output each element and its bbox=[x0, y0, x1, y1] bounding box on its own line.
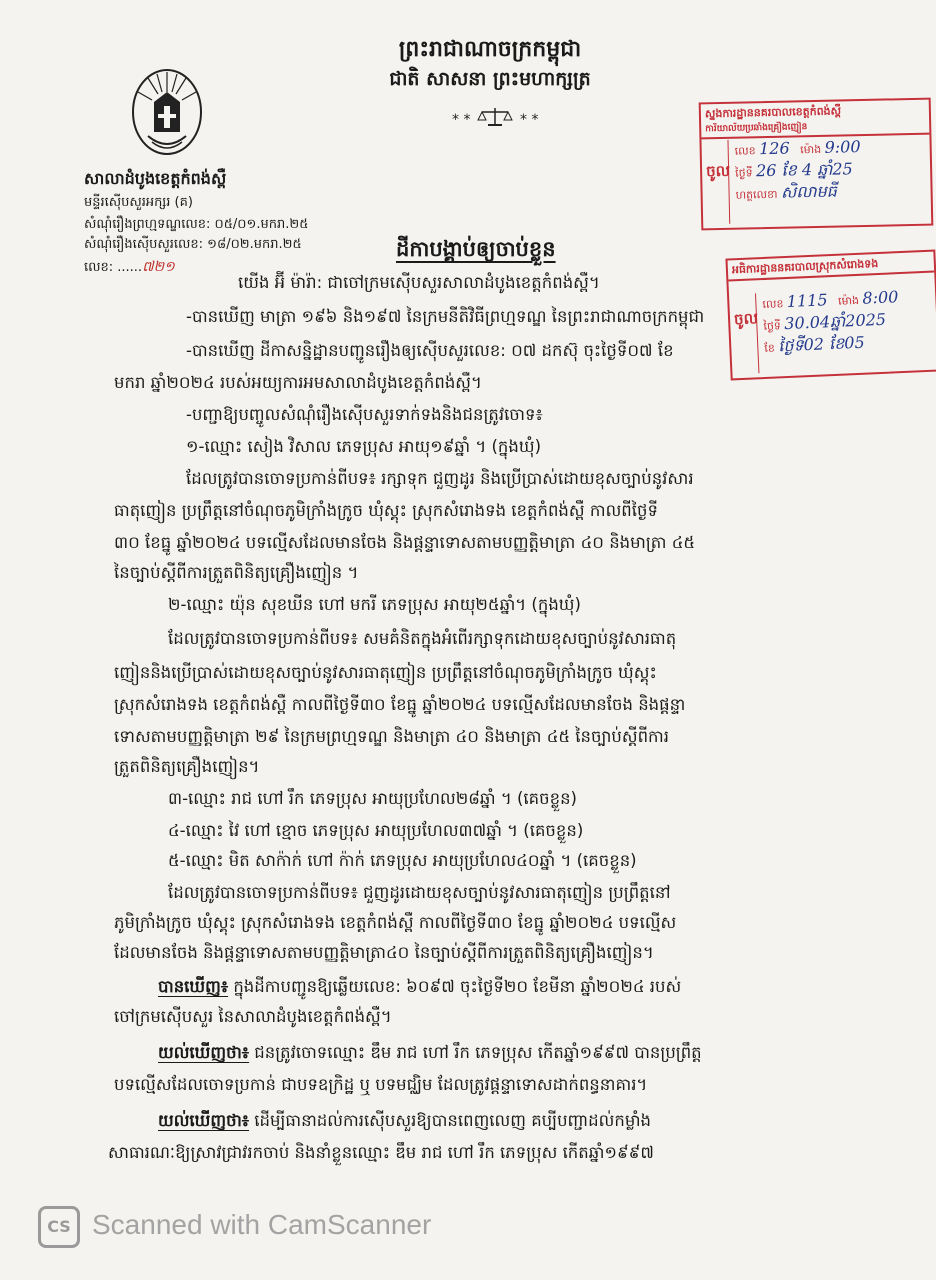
accused-1-charge: ដែលត្រូវបានចោទប្រកាន់ពីបទ៖ រក្សាទុក ជួញដូរ និងប្រើប្រាស់ដោយខុសច្បាប់នូវសារ bbox=[186, 469, 694, 488]
stamp-date-value: 26 ខែ 4 ឆ្នាំ25 bbox=[755, 159, 853, 181]
considering-text-2: ដើម្បីធានាដល់ការស៊ើបសួរឱ្យបានពេញលេញ គប្បីបញ្ជាដល់កម្លាំង bbox=[249, 1111, 652, 1130]
stamp-number-label: លេខ bbox=[734, 144, 756, 158]
stamp2-heading: អធិការដ្ឋាននគរបាលស្រុកសំរោងទង bbox=[728, 252, 935, 282]
document-number bbox=[84, 258, 175, 277]
considering-2-cont: សាធារណៈឱ្យស្រាវជ្រាវរកចាប់ និងនាំខ្លួនឈ្មោះ ឌឹម រាជ ហៅ រឹក ភេទប្រុស កើតឆ្នាំ១៩៩៧ bbox=[108, 1143, 654, 1162]
district-police-receipt-stamp bbox=[725, 249, 936, 380]
considering-text-1: ជនត្រូវចោទឈ្មោះ ឌឹម រាជ ហៅ រឹក ភេទប្រុស កើតឆ្នាំ១៩៩៧ បានប្រព្រឹត្ត bbox=[249, 1043, 702, 1062]
stamp-incoming-label: ចូល bbox=[705, 161, 731, 181]
accused-1-charge-cont-1: ធាតុញៀន ប្រព្រឹត្តនៅចំណុចភូមិក្រាំងក្រូច ឃុំស្គុះ ស្រុកសំរោងទង ខេត្តកំពង់ស្ពឺ កាលពីថ្ងៃទី bbox=[114, 501, 658, 520]
stamp2-time-value: 8:00 bbox=[862, 287, 899, 308]
legal-basis-2-cont: មករា ឆ្នាំ២០២៤ របស់អយ្យការអមសាលាដំបូងខេត្តកំពង់ស្ពឺ។ bbox=[114, 373, 482, 392]
accused-2-charge-cont-2: ស្រុកសំរោងទង ខេត្តកំពង់ស្ពឺ កាលពីថ្ងៃទី៣០ ខែធ្នូ ឆ្នាំ២០២៤ បទល្មើសដែលមានចែង និងផ្តន្ទា bbox=[114, 695, 686, 714]
accused-2-name: ២-ឈ្មោះ យ៉ុន សុខឃីន ហៅ មករី ភេទប្រុស អាយុ២៥ឆ្នាំ។ (ក្នុងឃុំ) bbox=[168, 595, 581, 614]
criminal-case-number: សំណុំរឿងព្រហ្មទណ្ឌលេខ: ០៥/០១.មករា.២៥ bbox=[84, 217, 309, 232]
stamp2-incoming-label: ចូល bbox=[733, 309, 759, 329]
stamp2-number-label: លេខ bbox=[762, 297, 784, 312]
considering-1-cont: បទល្មើសដែលចោទប្រកាន់ ជាបទឧក្រិដ្ឋ ឬ បទមជ្ឈិម ដែលត្រូវផ្តន្ទាទោសដាក់ពន្ធនាគារ។ bbox=[114, 1075, 648, 1094]
accused-5-charge-cont-2: ដែលមានចែង និងផ្តន្ទាទោសតាមបញ្ញត្តិមាត្រា៤០ នៃច្បាប់ស្តីពីការត្រួតពិនិត្យគ្រឿងញៀន។ bbox=[114, 943, 654, 962]
stamp-date-label: ថ្ងៃទី bbox=[735, 166, 753, 180]
accused-2-charge-cont-4: ត្រួតពិនិត្យគ្រឿងញៀន។ bbox=[114, 757, 260, 776]
legal-basis-2: -បានឃើញ ដីកាសន្និដ្ឋានបញ្ជូនរឿងឲ្យស៊ើបសួរលេខ: ០៧ ដកស៊ុ ចុះថ្ងៃទី០៧ ខែ bbox=[186, 341, 674, 360]
document-title: ដីកាបង្គាប់ឲ្យចាប់ខ្លួន bbox=[396, 237, 556, 261]
stamp-fields bbox=[727, 136, 927, 224]
accused-2-charge-cont-1: ញៀននិងប្រើប្រាស់ដោយខុសច្បាប់នូវសារធាតុញៀន ប្រព្រឹត្តនៅចំណុចភូមិក្រាំងក្រូច ឃុំស្គុះ bbox=[114, 663, 657, 682]
investigation-case-number: សំណុំរឿងស៊ើបសួរលេខ: ១៨/០២.មករា.២៥ bbox=[84, 237, 302, 252]
legal-basis-1: -បានឃើញ មាត្រា ១៩៦ និង១៩៧ នៃក្រមនីតិវិធីព្រហ្មទណ្ឌ នៃព្រះរាជាណាចក្រកម្ពុជា bbox=[186, 307, 705, 326]
considering-paragraph-1 bbox=[158, 1042, 702, 1064]
accused-3-name: ៣-ឈ្មោះ រាជ ហៅ រឹក ភេទប្រុស អាយុប្រហែល២៨ឆ្នាំ ។ (គេចខ្លួន) bbox=[168, 789, 577, 808]
stamp-time-value: 9:00 bbox=[824, 137, 861, 157]
stamp-heading: ស្នងការដ្ឋាននគរបាលខេត្តកំពង់ស្ពឺ bbox=[704, 104, 842, 121]
accused-2-charge-cont-3: ទោសតាមបញ្ញត្តិមាត្រា ២៩ នៃក្រមព្រហ្មទណ្ឌ និងមាត្រា ៤០ និងមាត្រា ៤៥ នៃច្បាប់ស្តីពីការ bbox=[114, 727, 669, 746]
accused-5-name: ៥-ឈ្មោះ មិត សាក៉ាក់ ហៅ ក៉ាក់ ភេទប្រុស អាយុប្រហែល៤០ឆ្នាំ ។ (គេចខ្លួន) bbox=[168, 851, 637, 870]
considering-label-1: យល់ឃើញថា៖ bbox=[158, 1043, 250, 1062]
document-number-label: លេខ: ...... bbox=[84, 260, 143, 275]
scales-ornament-icon bbox=[440, 104, 550, 130]
order-line: -បញ្ជាឱ្យបញ្ចូលសំណុំរឿងស៊ើបសួរទាក់ទងនិងជនត្រូវចោទ៖ bbox=[186, 405, 543, 424]
police-receipt-stamp bbox=[699, 98, 934, 231]
accused-5-charge-cont-1: ភូមិក្រាំងក្រូច ឃុំស្គុះ ស្រុកសំរោងទង ខេត្តកំពង់ស្ពឺ កាលពីថ្ងៃទី៣០ ខែធ្នូ ឆ្នាំ២០២៤ បទល្មើស bbox=[114, 913, 677, 932]
stamp-signature-value: សិលាមធី bbox=[780, 181, 838, 202]
stamp-signature-label: ហត្ថលេខា bbox=[735, 187, 778, 202]
svg-text:* *: * * bbox=[520, 112, 539, 128]
court-emblem-icon bbox=[128, 62, 206, 158]
having-seen-label: បានឃើញ៖ bbox=[158, 977, 229, 996]
stamp2-month-value: ថ្ងៃទី02 ខែ05 bbox=[777, 332, 866, 356]
accused-2-charge: ដែលត្រូវបានចោទប្រកាន់ពីបទ៖ សមគំនិតក្នុងអំពើរក្សាទុកដោយខុសច្បាប់នូវសារធាតុ bbox=[168, 629, 677, 648]
having-seen-text: ក្នុងដីកាបញ្ជូនឱ្យឆ្លើយលេខ: ៦០៩៧ ចុះថ្ងៃទី២០ ខែមីនា ឆ្នាំ២០២៤ របស់ bbox=[228, 977, 682, 996]
having-seen-paragraph bbox=[158, 976, 681, 998]
accused-1-charge-cont-3: នៃច្បាប់ស្តីពីការត្រួតពិនិត្យគ្រឿងញៀន ។ bbox=[114, 563, 359, 582]
accused-5-charge: ដែលត្រូវបានចោទប្រកាន់ពីបទ៖ ជួញដូរដោយខុសច្បាប់នូវសារធាតុញៀន ប្រព្រឹត្តនៅ bbox=[168, 883, 671, 902]
intro-line: យើង អ៊ី ម៉ារ៉ា: ជាចៅក្រមស៊ើបសួរសាលាដំបូងខេត្តកំពង់ស្ពឺ។ bbox=[238, 273, 600, 292]
office-name: មន្ទីរស៊ើបសួរអក្សរ (គ) bbox=[84, 195, 193, 210]
accused-4-name: ៤-ឈ្មោះ វៃ ហៅ ខ្មោច ភេទប្រុស អាយុប្រហែល៣៧ឆ្នាំ ។ (គេចខ្លួន) bbox=[168, 821, 584, 840]
camscanner-logo-icon: CS bbox=[38, 1206, 80, 1248]
national-motto: ជាតិ សាសនា ព្រះមហាក្សត្រ bbox=[389, 68, 591, 90]
considering-paragraph-2 bbox=[158, 1110, 651, 1132]
stamp-number-value: 126 bbox=[758, 138, 790, 159]
svg-text:* *: * * bbox=[452, 112, 471, 128]
stamp2-date-label: ថ្ងៃទី bbox=[763, 319, 782, 334]
stamp-time-label: ម៉ោង bbox=[800, 142, 822, 157]
kingdom-heading: ព្រះរាជាណាចក្រកម្ពុជា bbox=[398, 37, 582, 62]
having-seen-cont: ចៅក្រមស៊ើបសួរ នៃសាលាដំបូងខេត្តកំពង់ស្ពឺ។ bbox=[114, 1007, 392, 1026]
stamp2-number-value: 1115 bbox=[786, 290, 828, 311]
stamp2-fields bbox=[755, 286, 934, 374]
accused-1-charge-cont-2: ៣០ ខែធ្នូ ឆ្នាំ២០២៤ បទល្មើសដែលមានចែង និងផ្តន្ទាទោសតាមបញ្ញត្តិមាត្រា ៤០ និងមាត្រា ៤៥ bbox=[114, 533, 696, 552]
stamp-subheading: ការិយាល័យប្រឆាំងគ្រឿងញៀន bbox=[701, 119, 929, 140]
stamp2-time-label: ម៉ោង bbox=[837, 293, 860, 308]
document-number-value: ៧២១ bbox=[142, 259, 175, 275]
accused-1-name: ១-ឈ្មោះ សៀង វិសាល ភេទប្រុស អាយុ១៩ឆ្នាំ ។ (ក្នុងឃុំ) bbox=[186, 437, 541, 456]
stamp2-month-label: ខែ bbox=[764, 341, 776, 356]
considering-label-2: យល់ឃើញថា៖ bbox=[158, 1111, 250, 1130]
camscanner-watermark: Scanned with CamScanner bbox=[92, 1209, 432, 1240]
court-name: សាលាដំបូងខេត្តកំពង់ស្ពឺ bbox=[84, 169, 227, 188]
stamp2-date-value: 30.04ឆ្នាំ2025 bbox=[783, 309, 887, 334]
